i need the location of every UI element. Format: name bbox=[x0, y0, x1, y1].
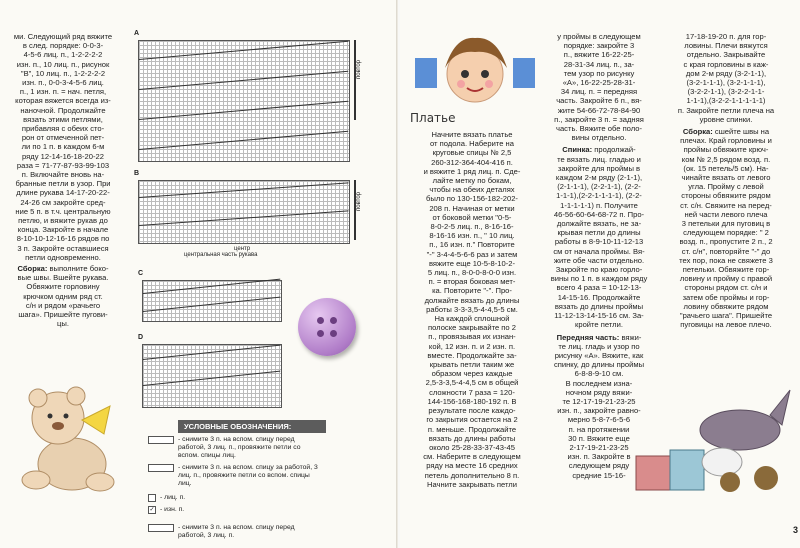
text-line: п., 1 изн. п. = нач. петля, bbox=[19, 87, 107, 97]
text-line: следующем порядке: " 2 bbox=[683, 228, 769, 238]
chart-letter: C bbox=[138, 270, 144, 277]
right-assembly bbox=[662, 127, 790, 329]
text-line: работы 3-3-3,5-4-4,5-5 см. bbox=[426, 304, 518, 314]
text-line: дом 2-м ряду (3-2-1-1), bbox=[685, 68, 767, 78]
text-line: проймы обвяжите крюч- bbox=[683, 145, 769, 155]
text-line: цы. bbox=[57, 319, 69, 329]
text-line: должайте вязать, не за- bbox=[556, 219, 642, 229]
text-line: 8-16-16 изн. п., " 10 лиц. bbox=[429, 231, 515, 241]
text-line: ли по 1 п. в каждом 6-м bbox=[21, 142, 105, 152]
left-page bbox=[0, 0, 398, 548]
text-line: вяжи- bbox=[619, 332, 642, 342]
text-line: стороны рядом ст. с/н и bbox=[684, 283, 768, 293]
purple-button-image bbox=[298, 298, 356, 356]
text-line: продолжай- bbox=[592, 145, 636, 155]
text-line: Начните закрывать петли bbox=[427, 479, 517, 489]
text-line: пуговицы на левое плечо. bbox=[680, 320, 772, 330]
text-line: п. меньше. Продолжайте bbox=[427, 424, 517, 434]
text-line: ней части левого плеча bbox=[684, 209, 768, 219]
text-line: 34 лиц. п. = передняя bbox=[560, 87, 638, 97]
chart-b bbox=[134, 170, 364, 260]
text-line: ловины. Плечи вяжутся bbox=[684, 41, 768, 51]
text-line: 8-10-10-12-16-16 рядов по bbox=[16, 234, 110, 244]
assembly-label: Сборка: bbox=[682, 127, 713, 137]
text-line: п. Закройте петли плеча на bbox=[677, 105, 775, 115]
text-line: 28-31-34 лиц. п., за- bbox=[563, 59, 635, 69]
text-line: закройте для проймы в bbox=[557, 163, 641, 173]
left-assembly bbox=[4, 264, 122, 328]
text-line: "-" 3-4-4-5-6-6 раз и затем bbox=[426, 249, 518, 259]
text-line: чинайте вязать от левого bbox=[681, 173, 771, 183]
text-line: сшейте швы на bbox=[712, 127, 770, 137]
text-line: угла. Пройму с левой bbox=[688, 182, 764, 192]
right-page bbox=[400, 0, 800, 548]
chart-grid bbox=[142, 280, 282, 322]
text-line: длине рукава 14-17-20-22- bbox=[16, 188, 110, 198]
text-line: 2-17-19-21-23-25 bbox=[569, 442, 629, 452]
text-line: ком № 2,5 рядом возд. п. bbox=[681, 154, 771, 164]
text-line: 1-1-1-1-1) п. Получите bbox=[560, 200, 638, 210]
text-line: ряду 12-14-16-18-20-22 bbox=[22, 151, 104, 161]
text-line: см от начала проймы. Вя- bbox=[553, 246, 645, 256]
text-line: лайте метку по бокам, bbox=[432, 176, 512, 186]
text-line: средние 15-16- bbox=[572, 470, 626, 480]
text-line: раза = 71-77-87-93-99-103 bbox=[16, 160, 110, 170]
chart-letter: D bbox=[138, 334, 144, 341]
text-line: прибавляя с обеих сто- bbox=[21, 124, 105, 134]
text-line: 260-312-364-404-416 п. bbox=[431, 157, 513, 167]
text-line: затем обе проймы и гор- bbox=[682, 292, 770, 302]
text-line: с края горловины в каж- bbox=[683, 59, 769, 69]
text-line: 30 п. Вяжите еще bbox=[568, 433, 630, 443]
back-section bbox=[540, 145, 658, 329]
page-number: 3 bbox=[792, 525, 798, 535]
text-line: Закройте по краю горло- bbox=[555, 265, 643, 275]
sleeve-center-label: центральная часть рукава bbox=[184, 252, 258, 258]
text-line: около 25-28-33-37-43-45 bbox=[429, 442, 515, 452]
text-line: 14-15-16. Продолжайте bbox=[557, 292, 641, 302]
page-title: Платье bbox=[410, 111, 456, 125]
cable-right-symbol bbox=[148, 464, 174, 472]
text-line: с/н и рядом «рачьего bbox=[25, 300, 101, 310]
text-line: "В", 10 лиц. п., 1-2-2-2-2 bbox=[20, 68, 106, 78]
knit-symbol bbox=[148, 494, 156, 502]
text-line: п., провязывая их изнан- bbox=[428, 332, 516, 342]
text-line: вязать этими петлями, bbox=[23, 114, 103, 124]
text-line: ми. Следующий ряд вяжите bbox=[13, 32, 113, 41]
text-line: п. Включайте вновь на- bbox=[21, 170, 105, 180]
text-line: от боковой метки "0-5- bbox=[432, 212, 512, 222]
chart-a bbox=[134, 30, 364, 165]
text-line: см. Наберите в следующем bbox=[423, 452, 521, 462]
text-line: бранные петли в узор. При bbox=[15, 179, 111, 189]
text-line: у проймы в следующем bbox=[557, 32, 641, 41]
text-line: 144-156-168-180-192 п. В bbox=[427, 396, 517, 406]
text-line: 3 п. Закройте оставшиеся bbox=[17, 243, 109, 253]
text-line: выполните боко- bbox=[47, 264, 109, 274]
right-column-3 bbox=[662, 32, 790, 330]
text-line: результате после каждо- bbox=[428, 406, 516, 416]
assembly-label: Сборка: bbox=[17, 264, 48, 274]
legend-item: - снимите 3 п. на вспом. спицу перед работой, 3 лиц. п., провяжите петли со вспом. спицы лиц. bbox=[148, 436, 318, 460]
text-line: те 12-17-19-21-23-25 bbox=[562, 396, 636, 406]
text-line: спинку, до длины проймы bbox=[553, 360, 645, 370]
text-line: часть. Закройте 6 п., вя- bbox=[556, 96, 642, 106]
text-line: жите обе части отдельно. bbox=[553, 255, 645, 265]
text-line: часть. Вяжите обе поло- bbox=[555, 124, 643, 134]
legend-item: - снимите 3 п. на вспом. спицу за работой, 3 лиц. п., провяжите петли со вспом. спицы лиц. bbox=[148, 464, 318, 488]
text-line: п., закройте 3 п. = задняя bbox=[554, 114, 644, 124]
text-line: те вязать лиц. гладью и bbox=[557, 154, 641, 164]
text-line: изн. п., 10 лиц. п., рисунок bbox=[16, 59, 110, 69]
left-instructions bbox=[4, 32, 122, 262]
text-line: «A», 16-22-25-28-31- bbox=[562, 78, 636, 88]
text-line: ночном ряду вяжи- bbox=[565, 387, 633, 397]
text-line: изн. п., закройте равно- bbox=[557, 406, 641, 416]
text-line: п., 16 изн. п." Повторите bbox=[429, 240, 515, 250]
legend-item: - лиц. п. bbox=[148, 494, 300, 502]
text-line: уровне спинки. bbox=[699, 114, 753, 124]
text-line: вины отдельно. bbox=[571, 133, 627, 143]
text-line: вместе. Продолжайте за- bbox=[427, 350, 517, 360]
right-column-1 bbox=[406, 130, 538, 489]
text-line: 17-18-19-20 п. для гор- bbox=[685, 32, 767, 41]
text-line: 24-26 см закройте сред- bbox=[20, 197, 106, 207]
text-line: ст. с/н", повторяйте "-" до bbox=[681, 246, 771, 256]
text-line: На каждой сплошной bbox=[434, 314, 510, 324]
text-line: отдельно. Закрывайте bbox=[686, 50, 766, 60]
text-line: всего 4 раза = 10-12-13- bbox=[556, 283, 642, 293]
text-line: чтобы на обеих деталях bbox=[429, 185, 515, 195]
text-line: и вяжите 1 ряд лиц. п. Сде- bbox=[423, 166, 521, 176]
text-line: каждом 2-м ряду (2-1-1), bbox=[555, 173, 643, 183]
left-text-column bbox=[4, 32, 122, 329]
center-label: центр bbox=[234, 246, 251, 252]
text-line: 208 п. Начиная от метки bbox=[429, 203, 515, 213]
text-line: вязать до длины работы bbox=[428, 433, 516, 443]
text-line: (3-2-2-1-1), (3-2-2-1-1- bbox=[687, 87, 765, 97]
text-line: изн. п., 0-0-3-4-5-6 лиц. bbox=[22, 78, 104, 88]
cable-left-symbol bbox=[148, 436, 174, 444]
chart-letter: A bbox=[134, 30, 140, 37]
text-line: полоске закрывайте по 2 bbox=[428, 323, 516, 333]
text-line: кой, 12 изн. п. и 2 изн. п. bbox=[428, 341, 516, 351]
text-line: (3-2-1-1-1), (3-2-1-1-1), bbox=[686, 78, 766, 88]
chart-grid bbox=[138, 180, 350, 244]
text-line: крывая петли до длины bbox=[557, 228, 641, 238]
text-line: сложности 7 раза = 120- bbox=[429, 387, 515, 397]
text-line: шага». Пришейте пугови- bbox=[18, 310, 108, 320]
text-line: петли одновременно. bbox=[25, 252, 101, 262]
repeat-label: повтор bbox=[356, 192, 362, 211]
cable-front-symbol bbox=[148, 524, 174, 532]
text-line: 46-56-60-64-68-72 п. Про- bbox=[553, 209, 645, 219]
text-line: ряду на месте 16 средних bbox=[426, 461, 518, 471]
back-label: Спинка: bbox=[562, 145, 593, 155]
text-line: рон от отмеченной пет- bbox=[21, 133, 105, 143]
legend-item: ✓ - изн. п. bbox=[149, 506, 185, 513]
doll-illustration bbox=[415, 28, 535, 118]
text-line: В последнем изна- bbox=[565, 378, 633, 388]
text-line: петлю, и вяжите рукав до bbox=[18, 216, 108, 226]
text-line: 6-8-8-9-10 см. bbox=[574, 369, 624, 379]
text-line: рисунку «A». Вяжите, как bbox=[554, 350, 644, 360]
text-line: п., вяжите 16-22-25- bbox=[563, 50, 635, 60]
text-line: петель дополнительно 8 п. bbox=[424, 470, 520, 480]
text-line: образом через каждые bbox=[431, 369, 513, 379]
text-line: работы в 8-9-10-11-12-13 bbox=[554, 237, 644, 247]
text-line: "рачьего шага". Пришейте bbox=[679, 311, 773, 321]
text-line: порядке: закройте 3 bbox=[563, 41, 635, 51]
text-line: возд. п., пропустите 2 п., 2 bbox=[679, 237, 773, 247]
teddy-bear-illustration bbox=[12, 376, 122, 496]
text-line: плечах. Край горловины и bbox=[680, 136, 772, 146]
text-line: стороны обвяжите рядом bbox=[681, 191, 771, 201]
text-line: в след. порядке: 0-0-3- bbox=[22, 41, 104, 51]
text-line: конца. Закройте в начале bbox=[17, 225, 109, 235]
text-line: (ок. 15 петель/5 см). На- bbox=[683, 163, 769, 173]
text-line: которая вяжется всегда из- bbox=[15, 96, 111, 106]
chart-grid bbox=[138, 40, 350, 162]
text-line: Начните вязать платье bbox=[431, 130, 513, 139]
text-line: 5 лиц. п., 8-0-0-8-0-0 изн. bbox=[427, 268, 517, 278]
legend-title: УСЛОВНЫЕ ОБОЗНАЧЕНИЯ: bbox=[178, 420, 326, 433]
text-line: те лиц. гладь и узор по bbox=[558, 341, 640, 351]
text-line: ловину и пройму с правой bbox=[679, 274, 773, 284]
text-line: должайте вязать до длины bbox=[424, 295, 520, 305]
text-line: 8-0-2-5 лиц. п., 8-16-16- bbox=[430, 222, 514, 232]
text-line: ст. с/н. Свяжите на перед- bbox=[680, 200, 772, 210]
text-line: вязать до длины проймы bbox=[554, 301, 644, 311]
text-line: 3 петельки для пуговиц в bbox=[681, 219, 771, 229]
text-line: было по 130-156-182-202- bbox=[426, 194, 518, 204]
text-line: ловину обвяжите рядом bbox=[683, 301, 769, 311]
text-line: тем узор по рисунку bbox=[563, 68, 635, 78]
text-line: круговые спицы № 2,5 bbox=[432, 148, 512, 158]
text-line: вины по 1 п. в каждом ряду bbox=[550, 274, 648, 284]
text-line: следующем ряду bbox=[568, 461, 630, 471]
text-line: вые швы. Вшейте рукава. bbox=[17, 273, 109, 283]
legend-item: - снимите 3 п. на вспом. спицу перед работой, 3 лиц. п. bbox=[148, 524, 318, 540]
check-symbol: ✓ bbox=[149, 507, 155, 513]
text-line: крывать петли таким же bbox=[429, 360, 515, 370]
text-line: от подола. Наберите на bbox=[430, 139, 514, 149]
text-line: Обвяжите горловину bbox=[26, 282, 100, 292]
text-line: 1-1-1),(2-2-1-1-1-1), (2-2- bbox=[556, 191, 642, 201]
text-line: крючком одним ряд ст. bbox=[23, 291, 103, 301]
text-line: п. = вторая боковая мет- bbox=[428, 277, 516, 287]
text-line: кройте петли. bbox=[575, 320, 623, 330]
chart-grid bbox=[142, 344, 282, 408]
text-line: 11-12-13-14-15-16 см. За- bbox=[554, 311, 644, 321]
text-line: ние 5 п. в т.ч. центральную bbox=[15, 206, 111, 216]
text-line: п. на протяжении bbox=[568, 424, 630, 434]
text-line: петельки. Обвяжите гор- bbox=[682, 265, 770, 275]
text-line: ка. Повторите "-". Про- bbox=[432, 286, 512, 296]
text-line: жите 54-66-72-78-84-90 bbox=[557, 105, 641, 115]
text-line: вяжите еще 10-5-8-10-2- bbox=[428, 258, 516, 268]
front-label: Передняя часть: bbox=[556, 332, 620, 342]
chart-letter: B bbox=[134, 170, 140, 177]
text-line: 1-1-1),(3-2-2-1-1-1-1-1) bbox=[686, 96, 766, 106]
toys-illustration bbox=[630, 370, 800, 500]
repeat-label: повтор bbox=[356, 60, 362, 79]
text-line: 2,5-3-3,5-4-4,5 см в общей bbox=[425, 378, 519, 388]
text-line: изн. п. Закройте в bbox=[567, 452, 631, 462]
text-line: тех пор, пока не свяжете 3 bbox=[679, 255, 773, 265]
text-line: наночной. Продолжайте bbox=[20, 105, 106, 115]
text-line: (2-1-1-1), (2-2-1-1), (2-2- bbox=[557, 182, 641, 192]
text-line: го закрытия остается на 2 bbox=[426, 415, 518, 425]
text-line: мерно 5-8-7-6-5-6 bbox=[567, 415, 631, 425]
text-line: 4-5-6 лиц. п., 1-2-2-2-2 bbox=[23, 50, 103, 60]
